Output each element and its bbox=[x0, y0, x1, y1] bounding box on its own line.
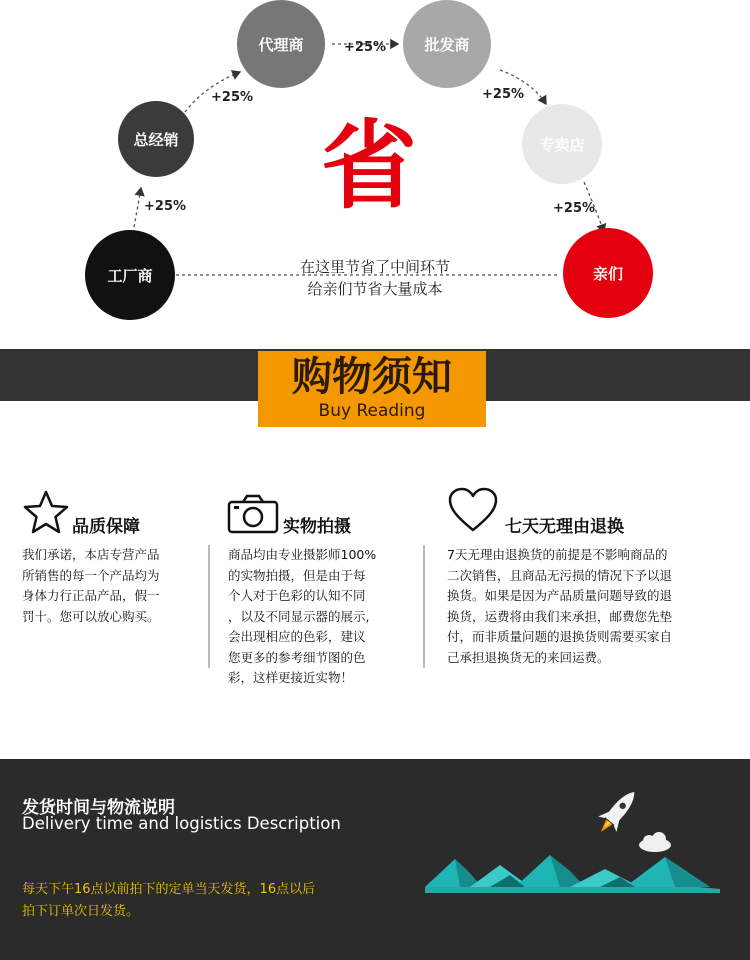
factory-circle bbox=[85, 230, 175, 320]
wholesaler-circle bbox=[403, 0, 491, 88]
shipping-title: 发货时间与物流说明 bbox=[22, 798, 175, 818]
shipping-note bbox=[22, 879, 315, 923]
rocket-icon bbox=[592, 784, 644, 839]
banner-subtitle: Buy Reading bbox=[318, 401, 426, 421]
text-line: 个人对于色彩的认知不同 bbox=[228, 588, 366, 603]
text-line: 拍下订单次日发货。 bbox=[22, 904, 140, 919]
savings-note-line2: 给亲们节省大量成本 bbox=[307, 280, 443, 298]
distributor-circle bbox=[118, 101, 194, 177]
text-line: ，以及不同显示器的展示, bbox=[228, 608, 370, 624]
star-outline-icon bbox=[22, 489, 70, 535]
distributor-label: 总经销 bbox=[133, 130, 179, 149]
text-line: 所销售的每一个产品均为 bbox=[22, 567, 160, 583]
store-circle bbox=[522, 104, 602, 184]
text-line: 您更多的参考细节图的色 bbox=[228, 649, 366, 665]
customer-label: 亲们 bbox=[592, 264, 623, 283]
cloud-icon bbox=[639, 832, 671, 852]
banner-title: 购物须知 bbox=[292, 353, 452, 400]
markup-label: +25% bbox=[144, 199, 187, 214]
markup-label: +25% bbox=[482, 87, 525, 102]
save-character: 省 bbox=[321, 110, 417, 222]
text-line: 换货。如果是因为产品质量问题导致的退 bbox=[447, 588, 673, 603]
agent-circle bbox=[237, 0, 325, 88]
text-line: 商品均由专业摄影师100% bbox=[228, 547, 377, 562]
text-line: 7天无理由退换货的前提是不影响商品的 bbox=[447, 547, 668, 562]
agent-label: 代理商 bbox=[258, 35, 304, 54]
text-line: 彩，这样更接近实物！ bbox=[228, 670, 354, 685]
text-line: 己承担退换货无的来回运费。 bbox=[447, 649, 610, 665]
text-line: 二次销售，且商品无污损的情况下予以退 bbox=[447, 567, 673, 583]
returns-title: 七天无理由退换 bbox=[505, 517, 624, 537]
customer-circle bbox=[563, 228, 653, 318]
photo-text bbox=[228, 545, 418, 689]
text-line: 每天下午16点以前拍下的定单当天发货，16点以后 bbox=[22, 882, 316, 897]
savings-note-line1: 在这里节省了中间环节 bbox=[299, 258, 450, 276]
text-line: 罚十。您可以放心购买。 bbox=[22, 608, 160, 624]
factory-label: 工厂商 bbox=[107, 266, 153, 285]
returns-text bbox=[447, 545, 737, 668]
heart-outline-icon bbox=[447, 487, 499, 533]
quality-text bbox=[22, 545, 207, 627]
text-line: 会出现相应的色彩，建议 bbox=[228, 629, 366, 644]
markup-label: +25% bbox=[211, 90, 254, 105]
camera-icon bbox=[227, 494, 279, 534]
text-line: 我们承诺，本店专营产品 bbox=[22, 547, 160, 562]
shipping-subtitle: Delivery time and logistics Description bbox=[22, 814, 341, 833]
rocket-mountain-illustration bbox=[420, 775, 730, 900]
store-label: 专卖店 bbox=[539, 135, 585, 154]
wholesaler-label: 批发商 bbox=[424, 35, 470, 54]
column-divider bbox=[423, 545, 425, 668]
text-line: 的实物拍摄，但是由于每 bbox=[228, 567, 366, 583]
photo-title: 实物拍摄 bbox=[283, 517, 351, 537]
column-divider bbox=[208, 545, 210, 668]
markup-label: +25% bbox=[553, 201, 596, 216]
text-line: 换货，运费将由我们来承担，邮费您先垫 bbox=[447, 608, 673, 624]
quality-title: 品质保障 bbox=[72, 517, 140, 537]
text-line: 身体力行正品产品，假一 bbox=[22, 588, 160, 603]
markup-label: +25% bbox=[344, 40, 387, 55]
text-line: 付，而非质量问题的退换货则需要买家自 bbox=[447, 629, 673, 644]
